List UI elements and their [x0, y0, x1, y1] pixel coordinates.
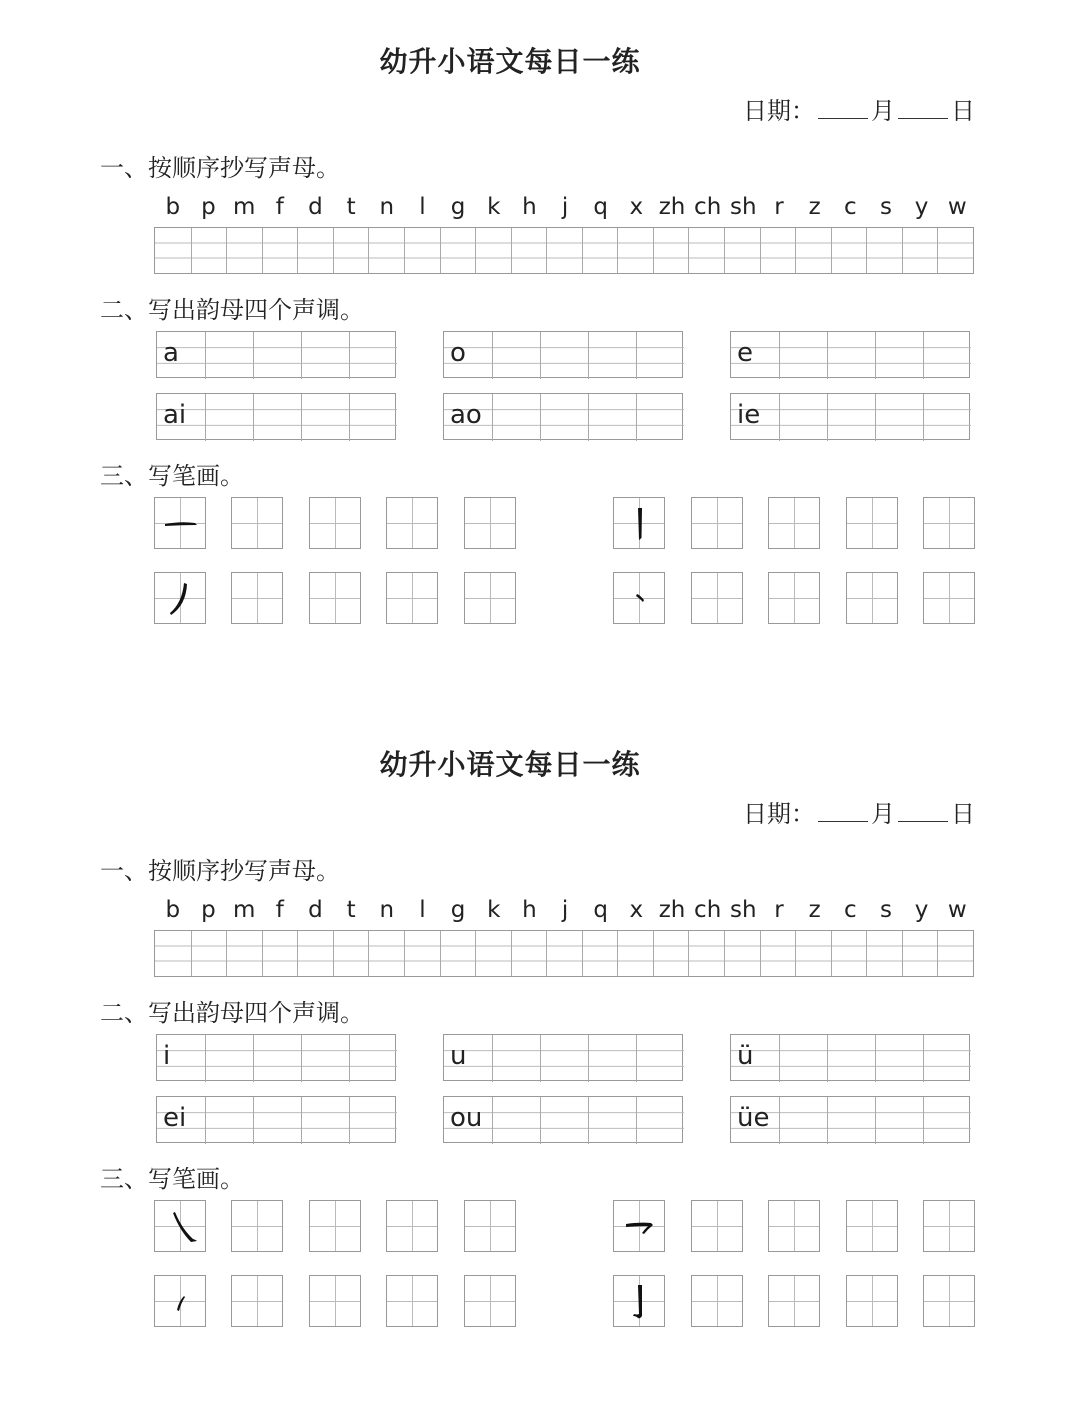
final-writing-box[interactable]: [156, 393, 396, 440]
day-label: 日: [951, 97, 975, 125]
stroke-model-box: [154, 1275, 206, 1327]
initial-label: w: [947, 897, 967, 923]
final-writing-box[interactable]: [156, 331, 396, 378]
initial-label: z: [808, 194, 821, 220]
final-label: ei: [163, 1103, 187, 1133]
initial-label: y: [914, 194, 929, 220]
final-label: ai: [163, 400, 187, 430]
initial-label: w: [947, 194, 967, 220]
initial-label: ch: [694, 897, 722, 923]
stroke-model-box: [613, 1200, 665, 1252]
tian-grid-box[interactable]: [846, 497, 898, 549]
initial-label: m: [232, 897, 256, 923]
month-blank[interactable]: [818, 799, 868, 822]
initials-labels: [155, 194, 975, 224]
date-line: [743, 794, 975, 829]
month-blank[interactable]: [818, 96, 868, 119]
initial-label: sh: [730, 194, 757, 220]
tian-grid-box[interactable]: [768, 1275, 820, 1327]
date-label: 日期：: [743, 97, 815, 125]
initial-label: zh: [658, 897, 686, 923]
tian-grid-box[interactable]: [309, 497, 361, 549]
final-label: a: [163, 338, 179, 368]
day-blank[interactable]: [898, 799, 948, 822]
initial-label: s: [879, 194, 892, 220]
initial-label: x: [629, 897, 644, 923]
initial-label: m: [232, 194, 256, 220]
tian-grid-box[interactable]: [464, 1275, 516, 1327]
final-label: ou: [450, 1103, 483, 1133]
pie-stroke-icon: [155, 573, 207, 625]
stroke-model-box: [613, 497, 665, 549]
tian-grid-box[interactable]: [231, 497, 283, 549]
initial-label: sh: [730, 897, 757, 923]
day-label: 日: [951, 800, 975, 828]
final-label: ao: [450, 400, 482, 430]
initial-label: f: [275, 897, 284, 923]
initial-label: zh: [658, 194, 686, 220]
initial-label: h: [522, 194, 537, 220]
tian-grid-box[interactable]: [846, 572, 898, 624]
initial-label: b: [165, 194, 181, 220]
tian-grid-box[interactable]: [846, 1200, 898, 1252]
initial-label: s: [879, 897, 892, 923]
initials-writing-grid[interactable]: [154, 930, 974, 977]
final-label: ie: [737, 400, 761, 430]
day-blank[interactable]: [898, 96, 948, 119]
tian-grid-box[interactable]: [309, 1200, 361, 1252]
initial-label: c: [843, 194, 857, 220]
final-writing-box[interactable]: [443, 331, 683, 378]
initial-label: k: [487, 897, 501, 923]
final-label: e: [737, 338, 753, 368]
stroke-model-box: [154, 497, 206, 549]
final-writing-box[interactable]: [156, 1034, 396, 1081]
shu-gou-stroke-icon: [614, 1276, 666, 1328]
final-writing-box[interactable]: [443, 1096, 683, 1143]
month-label: 月: [871, 97, 895, 125]
section-2-heading: 二、写出韵母四个声调。: [100, 296, 364, 324]
initial-label: l: [419, 897, 426, 923]
tian-grid-box[interactable]: [386, 1200, 438, 1252]
initial-label: b: [165, 897, 181, 923]
final-label: i: [163, 1041, 171, 1071]
tian-grid-box[interactable]: [923, 1200, 975, 1252]
initial-label: r: [774, 897, 784, 923]
tian-grid-box[interactable]: [768, 497, 820, 549]
section-1-heading: 一、按顺序抄写声母。: [100, 857, 340, 885]
tian-grid-box[interactable]: [846, 1275, 898, 1327]
section-3-heading: 三、写笔画。: [100, 1165, 244, 1193]
initial-label: r: [774, 194, 784, 220]
tian-grid-box[interactable]: [386, 572, 438, 624]
tian-grid-box[interactable]: [691, 1200, 743, 1252]
date-line: [743, 91, 975, 126]
initial-label: p: [201, 194, 216, 220]
initial-label: h: [522, 897, 537, 923]
tian-grid-box[interactable]: [691, 572, 743, 624]
final-writing-box[interactable]: [730, 331, 970, 378]
initial-label: d: [308, 194, 323, 220]
tian-grid-box[interactable]: [464, 497, 516, 549]
worksheet-2: [0, 703, 1080, 1403]
final-label: u: [450, 1041, 467, 1071]
heng-stroke-icon: [155, 498, 207, 550]
initial-label: t: [346, 194, 356, 220]
final-writing-box[interactable]: [730, 1034, 970, 1081]
initial-label: n: [379, 897, 395, 923]
tian-grid-box[interactable]: [386, 497, 438, 549]
page-title: 幼升小语文每日一练: [379, 748, 641, 781]
section-1-heading: 一、按顺序抄写声母。: [100, 154, 340, 182]
initial-label: j: [561, 194, 569, 220]
initial-label: l: [419, 194, 426, 220]
stroke-model-box: [613, 572, 665, 624]
initial-label: q: [593, 897, 608, 923]
month-label: 月: [871, 800, 895, 828]
dian-stroke-icon: [614, 573, 666, 625]
initials-writing-grid[interactable]: [154, 227, 974, 274]
initial-label: c: [843, 897, 857, 923]
initial-label: f: [275, 194, 284, 220]
initial-label: k: [487, 194, 501, 220]
final-label: üe: [737, 1103, 770, 1133]
final-label: ü: [737, 1041, 754, 1071]
date-label: 日期：: [743, 800, 815, 828]
final-writing-box[interactable]: [443, 1034, 683, 1081]
final-writing-box[interactable]: [730, 393, 970, 440]
initial-label: q: [593, 194, 608, 220]
ti-stroke-icon: [155, 1276, 207, 1328]
tian-grid-box[interactable]: [923, 1275, 975, 1327]
tian-grid-box[interactable]: [691, 497, 743, 549]
final-writing-box[interactable]: [443, 393, 683, 440]
initial-label: t: [346, 897, 356, 923]
tian-grid-box[interactable]: [231, 572, 283, 624]
stroke-model-box: [154, 572, 206, 624]
tian-grid-box[interactable]: [231, 1200, 283, 1252]
page-title: 幼升小语文每日一练: [379, 45, 641, 78]
tian-grid-box[interactable]: [923, 572, 975, 624]
section-2-heading: 二、写出韵母四个声调。: [100, 999, 364, 1027]
initial-label: d: [308, 897, 323, 923]
tian-grid-box[interactable]: [386, 1275, 438, 1327]
final-label: o: [450, 338, 466, 368]
initial-label: x: [629, 194, 644, 220]
stroke-model-box: [613, 1275, 665, 1327]
initial-label: p: [201, 897, 216, 923]
initial-label: g: [450, 194, 466, 220]
final-writing-box[interactable]: [730, 1096, 970, 1143]
initials-labels: [155, 897, 975, 927]
section-3-heading: 三、写笔画。: [100, 462, 244, 490]
tian-grid-box[interactable]: [768, 1200, 820, 1252]
initial-label: n: [379, 194, 395, 220]
initial-label: y: [914, 897, 929, 923]
tian-grid-box[interactable]: [923, 497, 975, 549]
na-stroke-icon: [155, 1201, 207, 1253]
initial-label: g: [450, 897, 466, 923]
initial-label: z: [808, 897, 821, 923]
tian-grid-box[interactable]: [464, 1200, 516, 1252]
tian-grid-box[interactable]: [309, 572, 361, 624]
shu-stroke-icon: [614, 498, 666, 550]
final-writing-box[interactable]: [156, 1096, 396, 1143]
initial-label: ch: [694, 194, 722, 220]
tian-grid-box[interactable]: [691, 1275, 743, 1327]
tian-grid-box[interactable]: [231, 1275, 283, 1327]
tian-grid-box[interactable]: [768, 572, 820, 624]
tian-grid-box[interactable]: [464, 572, 516, 624]
initial-label: j: [561, 897, 569, 923]
stroke-model-box: [154, 1200, 206, 1252]
worksheet-1: [0, 0, 1080, 700]
heng-pie-stroke-icon: [614, 1201, 666, 1253]
tian-grid-box[interactable]: [309, 1275, 361, 1327]
